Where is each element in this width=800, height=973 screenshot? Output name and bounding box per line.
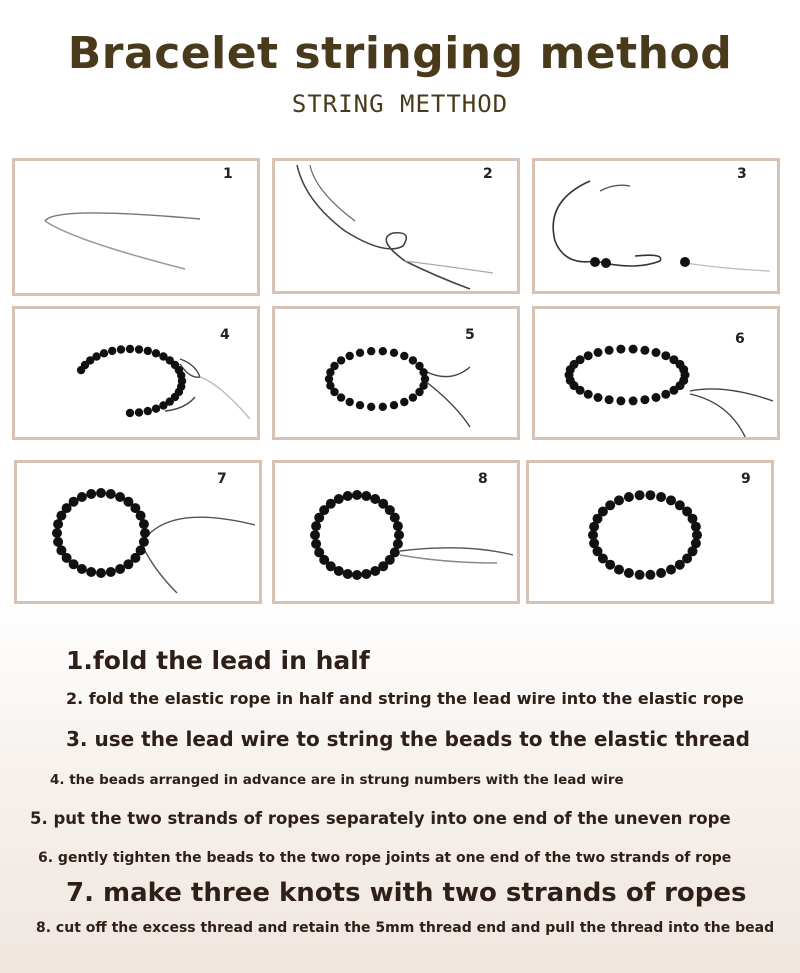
thread	[425, 381, 470, 427]
bead	[675, 560, 685, 570]
strands-through-rope-illustration	[275, 309, 517, 437]
bead	[419, 368, 427, 376]
bead	[361, 491, 371, 501]
bead	[139, 519, 149, 529]
bead	[334, 494, 344, 504]
bead	[669, 386, 678, 395]
bead	[310, 530, 320, 540]
bead	[616, 396, 625, 405]
bead	[614, 565, 624, 575]
bead	[337, 393, 345, 401]
finished-bracelet-illustration	[529, 463, 771, 601]
bead	[400, 352, 408, 360]
panel-number: 8	[478, 471, 488, 487]
bead	[106, 567, 116, 577]
bead	[56, 545, 66, 555]
bead	[652, 348, 661, 357]
bead	[53, 519, 63, 529]
step-8-text: 8. cut off the excess thread and retain the 5mm thread end and pull the thread into the bead	[36, 920, 775, 936]
thread	[690, 394, 750, 437]
bead	[343, 491, 353, 501]
bead	[629, 345, 638, 354]
bead	[52, 528, 62, 538]
bead	[77, 492, 87, 502]
bead	[394, 530, 404, 540]
bead	[393, 539, 403, 549]
bead	[144, 407, 152, 415]
bead	[640, 346, 649, 355]
bead	[640, 395, 649, 404]
bead	[346, 352, 354, 360]
bead	[144, 347, 152, 355]
panel-number: 3	[737, 166, 747, 182]
bead	[379, 403, 387, 411]
step-panel-4	[12, 306, 260, 440]
step-7-text: 7. make three knots with two strands of ropes	[66, 878, 747, 908]
bead	[86, 567, 96, 577]
bead	[361, 569, 371, 579]
bead	[656, 568, 666, 578]
bead	[679, 365, 688, 374]
thread	[400, 548, 513, 555]
bead	[152, 405, 160, 413]
step-panel-8	[272, 460, 520, 604]
page-title: Bracelet stringing method	[67, 28, 733, 79]
bead	[616, 345, 625, 354]
step-panel-9	[526, 460, 774, 604]
panel-number: 7	[217, 471, 227, 487]
bead	[605, 395, 614, 404]
bead	[96, 488, 106, 498]
bead	[393, 521, 403, 531]
bead	[666, 565, 676, 575]
thread	[145, 551, 177, 593]
bead	[311, 521, 321, 531]
step-2-text: 2. fold the elastic rope in half and string the lead wire into the elastic rope	[66, 689, 744, 708]
bead	[352, 490, 362, 500]
bead	[135, 345, 143, 353]
thread	[400, 555, 497, 563]
thread	[142, 517, 255, 543]
step-panel-2	[272, 158, 520, 294]
bead	[390, 513, 400, 523]
bead	[379, 347, 387, 355]
page-subtitle: STRING METTHOD	[291, 90, 509, 118]
bead	[126, 345, 134, 353]
bead	[106, 489, 116, 499]
bead	[337, 356, 345, 364]
bead	[390, 401, 398, 409]
bead	[356, 349, 364, 357]
bead	[624, 568, 634, 578]
step-panel-1	[12, 158, 260, 296]
bead	[136, 511, 146, 521]
bead	[594, 348, 603, 357]
bead	[635, 490, 645, 500]
step-panel-6	[532, 306, 780, 440]
bead	[330, 362, 338, 370]
bead	[86, 489, 96, 499]
bead	[152, 349, 160, 357]
bead	[614, 495, 624, 505]
bead	[343, 569, 353, 579]
lead-wire-illustration	[15, 161, 257, 293]
bead	[96, 568, 106, 578]
bead	[311, 539, 321, 549]
step-1-text: 1.fold the lead in half	[66, 646, 370, 675]
fold-rope-illustration	[275, 161, 517, 291]
bead	[352, 570, 362, 580]
panel-number: 6	[735, 331, 745, 347]
step-3-text: 3. use the lead wire to string the beads to the elastic thread	[66, 727, 750, 751]
bead	[605, 500, 615, 510]
bead	[140, 528, 150, 538]
panel-number: 4	[220, 327, 230, 343]
bead	[390, 349, 398, 357]
bead	[409, 393, 417, 401]
bead	[576, 355, 585, 364]
bead	[92, 352, 100, 360]
step-panel-3	[532, 158, 780, 294]
bead	[584, 351, 593, 360]
bead	[661, 390, 670, 399]
bead	[594, 393, 603, 402]
step-panel-5	[272, 306, 520, 440]
bead	[652, 393, 661, 402]
step-panel-7	[14, 460, 262, 604]
panel-number: 1	[223, 166, 233, 182]
bead	[605, 346, 614, 355]
bead	[624, 492, 634, 502]
bead	[100, 349, 108, 357]
bead	[629, 396, 638, 405]
thread	[690, 389, 773, 401]
bead	[370, 566, 380, 576]
bead	[314, 547, 324, 557]
bead	[135, 408, 143, 416]
bead	[666, 495, 676, 505]
panel-number: 9	[741, 471, 751, 487]
bead	[409, 356, 417, 364]
bead	[356, 401, 364, 409]
thread	[200, 377, 250, 419]
thread	[425, 367, 470, 377]
step-6-text: 6. gently tighten the beads to the two rope joints at one end of the two strands of rope	[38, 850, 732, 866]
bead	[400, 398, 408, 406]
panel-number: 2	[483, 166, 493, 182]
bead	[661, 351, 670, 360]
bead	[367, 403, 375, 411]
bead	[415, 388, 423, 396]
bead	[645, 490, 655, 500]
step-4-text: 4. the beads arranged in advance are in strung numbers with the lead wire	[50, 772, 624, 788]
bead	[367, 347, 375, 355]
bead	[159, 401, 167, 409]
bead	[346, 398, 354, 406]
bead	[139, 537, 149, 547]
bead	[53, 537, 63, 547]
bead	[691, 522, 701, 532]
bead	[656, 492, 666, 502]
tighten-beads-illustration	[535, 309, 777, 437]
bead	[635, 570, 645, 580]
bead	[117, 345, 125, 353]
bead	[126, 409, 134, 417]
bead	[645, 570, 655, 580]
panel-number: 5	[465, 327, 475, 343]
bead	[584, 390, 593, 399]
bead	[108, 347, 116, 355]
bead	[115, 564, 125, 574]
step-5-text: 5. put the two strands of ropes separately into one end of the uneven rope	[30, 809, 731, 828]
